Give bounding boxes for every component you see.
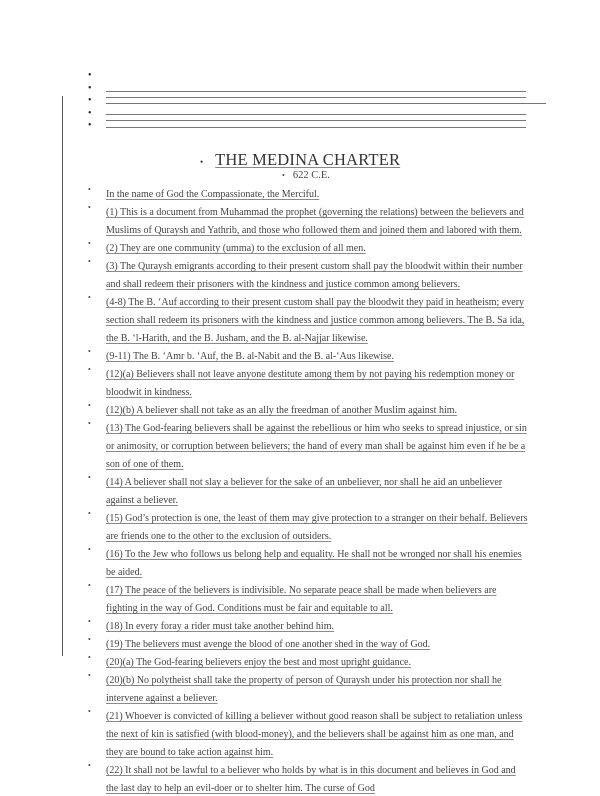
empty-bullet-row xyxy=(88,70,548,83)
empty-bullet-list xyxy=(88,70,548,133)
paragraph-item xyxy=(88,292,528,346)
paragraph-item xyxy=(88,616,528,634)
paragraph-item xyxy=(88,400,528,418)
bullet-icon: • xyxy=(88,419,91,428)
bullet-icon: • xyxy=(88,617,91,626)
paragraph-item xyxy=(88,580,528,616)
title-row xyxy=(200,150,430,170)
paragraph-item xyxy=(88,760,528,796)
bullet-icon: • xyxy=(88,185,91,194)
bullet-icon: • xyxy=(88,761,91,770)
paragraph-text: (21) Whoever is convicted of killing a believer without good reason shall be subject to retaliation unless the next of kin is satisfied (with blood-money), and the believers shall be against him as one man, and they are bound to take action against him. xyxy=(106,711,523,758)
paragraph-text: (20)(b) No polytheist shall take the property of person of Quraysh under his protection nor shall he intervene against a believer. xyxy=(106,675,502,704)
paragraph-item xyxy=(88,184,528,202)
date-row xyxy=(282,170,330,181)
paragraph-text: (20)(a) The God-fearing believers enjoy the best and most upright guidance. xyxy=(106,657,411,668)
bullet-icon: • xyxy=(88,473,91,482)
paragraph-text: (22) It shall not be lawful to a believer who holds by what is in this document and believes in God and the last day to help an evil-doer or to shelter him. The curse of God xyxy=(106,765,516,794)
bullet-icon: • xyxy=(88,509,91,518)
bullet-icon: • xyxy=(88,401,91,410)
bullet-icon: • xyxy=(88,257,91,266)
bullet-icon: • xyxy=(88,545,91,554)
rule-line xyxy=(106,91,526,92)
page-title: THE MEDINA CHARTER xyxy=(215,150,401,169)
paragraph-text: (14) A believer shall not slay a believer for the sake of an unbeliever, nor shall he aid an unbeliever against a believer. xyxy=(106,477,503,506)
paragraph-item xyxy=(88,544,528,580)
margin-rule xyxy=(62,96,63,656)
bullet-icon: • xyxy=(282,171,285,180)
paragraph-text: (4-8) The B. ʻAuf according to their present custom shall pay the bloodwit they paid in heatheism; every section shall redeem its prisoners with the kindness and justice common among believers. The B. Sa ida, the B. ʻl-Harith, and the B. Jusham, and the B. al-Najjar likewise. xyxy=(106,297,525,344)
paragraph-text: (18) In every foray a rider must take another behind him. xyxy=(106,621,334,632)
bullet-icon: • xyxy=(88,82,92,94)
paragraph-item xyxy=(88,202,528,238)
paragraph-text: (15) God’s protection is one, the least of them may give protection to a stranger on their behalf. Believers are friends one to the other to the exclusion of outsiders. xyxy=(106,513,528,542)
bullet-icon: • xyxy=(200,157,204,167)
paragraph-text: In the name of God the Compassionate, the Merciful. xyxy=(106,189,320,200)
document-date: 622 C.E. xyxy=(292,170,330,181)
rule-line xyxy=(106,127,526,128)
paragraph-item xyxy=(88,472,528,508)
paragraph-list xyxy=(88,184,528,796)
bullet-icon: • xyxy=(88,653,91,662)
paragraph-text: (17) The peace of the believers is indivisible. No separate peace shall be made when believers are fighting in the way of God. Conditions must be fair and equitable to all. xyxy=(106,585,497,614)
paragraph-item xyxy=(88,706,528,760)
bullet-icon: • xyxy=(88,293,91,302)
bullet-icon: • xyxy=(88,107,92,119)
paragraph-text: (9-11) The B. ʻAmr b. ʻAuf, the B. al-Nabit and the B. al-ʻAus likewise. xyxy=(106,351,394,362)
paragraph-item xyxy=(88,238,528,256)
bullet-icon: • xyxy=(88,70,92,81)
rule-line xyxy=(106,120,526,121)
bullet-icon: • xyxy=(88,707,91,716)
bullet-icon: • xyxy=(88,347,91,356)
bullet-icon: • xyxy=(88,120,92,131)
paragraph-item xyxy=(88,652,528,670)
bullet-icon: • xyxy=(88,95,92,106)
paragraph-text: (19) The believers must avenge the blood of one another shed in the way of God. xyxy=(106,639,431,650)
paragraph-item xyxy=(88,508,528,544)
bullet-icon: • xyxy=(88,203,91,212)
paragraph-item xyxy=(88,256,528,292)
paragraph-text: (13) The God-fearing believers shall be against the rebellious or him who seeks to spread injustice, or sin or animosity, or corruption between believers; the hand of every man shall be against him even if he be a son of one of them. xyxy=(106,423,527,470)
paragraph-text: (12)(a) Believers shall not leave anyone destitute among them by not paying his redemption money or bloodwit in kindness. xyxy=(106,369,515,398)
rule-line xyxy=(106,97,526,98)
paragraph-item xyxy=(88,346,528,364)
bullet-icon: • xyxy=(88,635,91,644)
empty-bullet-row xyxy=(88,95,548,108)
paragraph-item xyxy=(88,634,528,652)
paragraph-text: (1) This is a document from Muhammad the prophet (governing the relations) between the believers and Muslims of Quraysh and Yathrib, and those who followed them and joined them and labored with them. xyxy=(106,207,524,236)
paragraph-item xyxy=(88,364,528,400)
empty-bullet-row xyxy=(88,108,548,121)
paragraph-text: (3) The Quraysh emigrants according to their present custom shall pay the bloodwit within their number and shall redeem their prisoners with the kindness and justice common among believers. xyxy=(106,261,523,290)
rule-line xyxy=(106,114,526,115)
empty-bullet-row xyxy=(88,83,548,96)
bullet-icon: • xyxy=(88,239,91,248)
bullet-icon: • xyxy=(88,581,91,590)
paragraph-text: (12)(b) A believer shall not take as an ally the freedman of another Muslim against him. xyxy=(106,405,458,416)
bullet-icon: • xyxy=(88,365,91,374)
empty-bullet-row xyxy=(88,120,548,133)
bullet-icon: • xyxy=(88,671,91,680)
rule-line xyxy=(106,103,546,104)
paragraph-text: (16) To the Jew who follows us belong help and equality. He shall not be wronged nor shall his enemies be aided. xyxy=(106,549,522,578)
paragraph-item xyxy=(88,418,528,472)
paragraph-item xyxy=(88,670,528,706)
paragraph-text: (2) They are one community (umma) to the exclusion of all men. xyxy=(106,243,366,254)
